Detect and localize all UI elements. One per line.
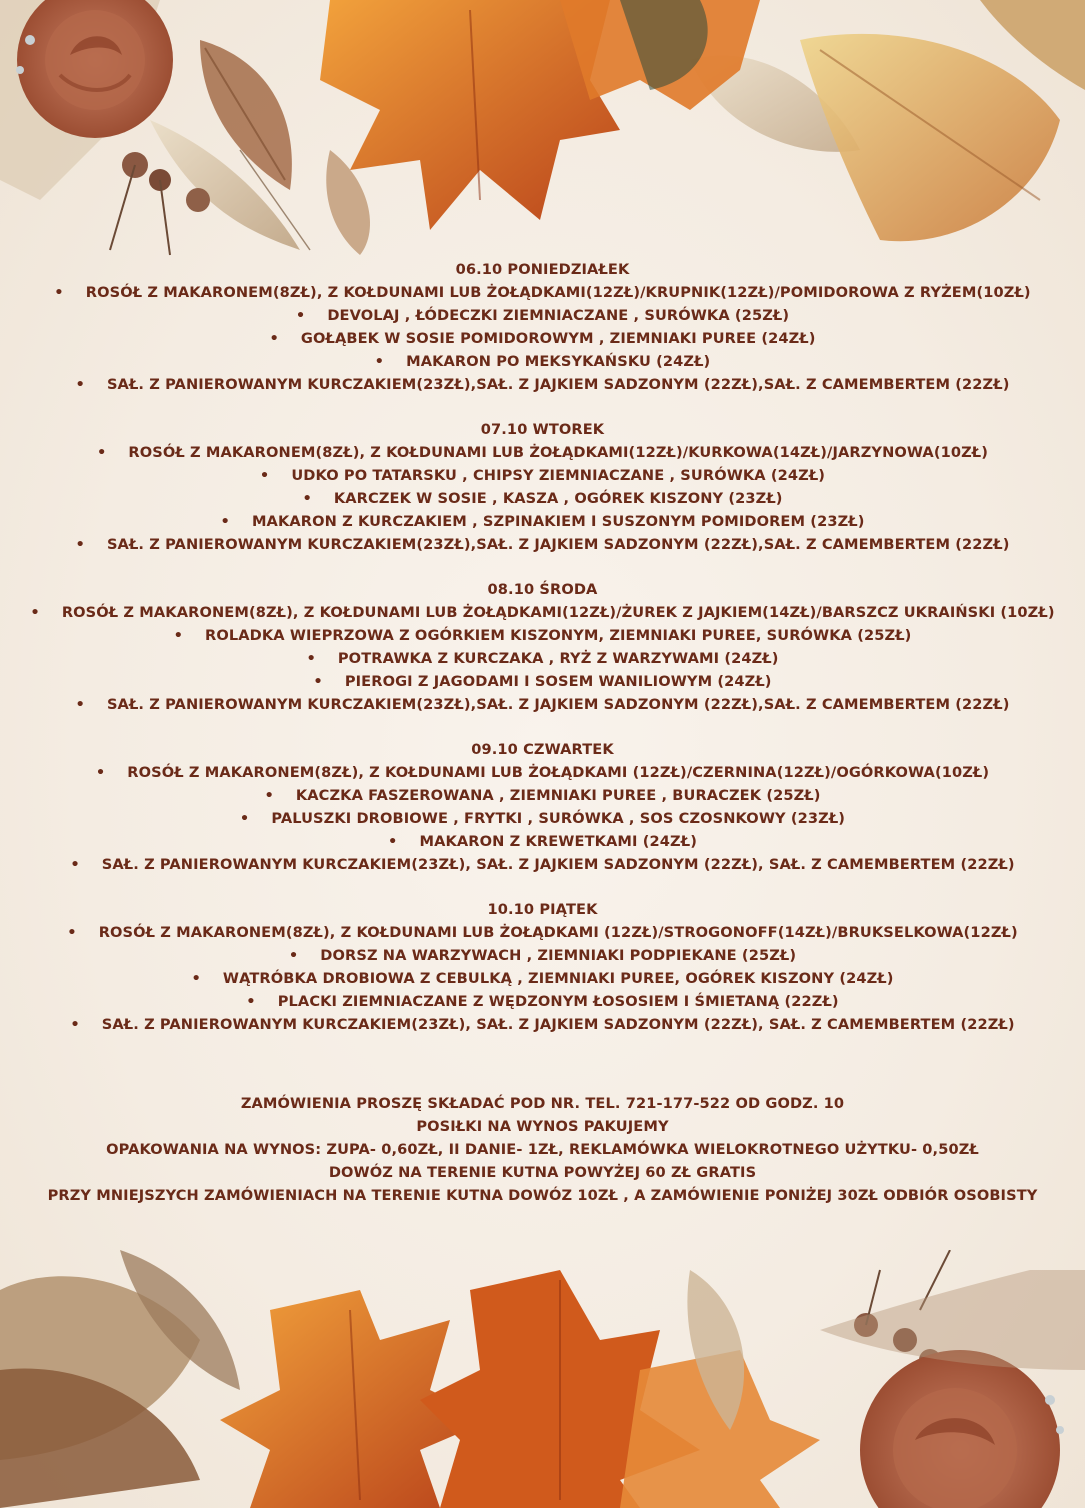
day-title: 07.10 WTOREK xyxy=(480,421,605,438)
dish-text: POTRAWKA Z KURCZAKA , RYŻ Z WARZYWAMI (24ZŁ) xyxy=(337,650,779,667)
order-info-line: OPAKOWANIA NA WYNOS: ZUPA- 0,60ZŁ, II DANIE- 1ZŁ, REKLAMÓWKA WIELOKROTNEGO UŻYTKU- 0,50ZŁ xyxy=(106,1141,979,1158)
autumn-leaves-bottom-decoration xyxy=(0,1250,1085,1508)
dish-text: MAKARON PO MEKSYKAŃSKU (24ZŁ) xyxy=(406,353,711,370)
dish-text: ROSÓŁ Z MAKARONEM(8ZŁ), Z KOŁDUNAMI LUB ŻOŁĄDKAMI(12ZŁ)/ŻUREK Z JAJKIEM(14ZŁ)/BARSZCZ UKRAIŃSKI (10ZŁ) xyxy=(61,604,1055,621)
dish-text: MAKARON Z KREWETKAMI (24ZŁ) xyxy=(419,833,697,850)
dish-text: ROSÓŁ Z MAKARONEM(8ZŁ), Z KOŁDUNAMI LUB ŻOŁĄDKAMI(12ZŁ)/KRUPNIK(12ZŁ)/POMIDOROWA Z RYŻEM(10ZŁ) xyxy=(85,284,1031,301)
dish-text: PLACKI ZIEMNIACZANE Z WĘDZONYM ŁOSOSIEM I ŚMIETANĄ (22ZŁ) xyxy=(277,993,839,1010)
day-section xyxy=(20,258,1065,396)
dish-item xyxy=(20,350,1065,373)
dish-text: PALUSZKI DROBIOWE , FRYTKI , SURÓWKA , SOS CZOSNKOWY (23ZŁ) xyxy=(271,810,846,827)
dish-text: SAŁ. Z PANIEROWANYM KURCZAKIEM(23ZŁ), SAŁ. Z JAJKIEM SADZONYM (22ZŁ), SAŁ. Z CAMEMBERTEM (22ZŁ) xyxy=(101,1016,1015,1033)
dish-text: KACZKA FASZEROWANA , ZIEMNIAKI PUREE , BURACZEK (25ZŁ) xyxy=(295,787,821,804)
autumn-leaves-top-decoration xyxy=(0,0,1085,260)
dish-item xyxy=(20,1013,1065,1036)
day-section xyxy=(20,898,1065,1036)
dish-text: ROSÓŁ Z MAKARONEM(8ZŁ), Z KOŁDUNAMI LUB ŻOŁĄDKAMI (12ZŁ)/STROGONOFF(14ZŁ)/BRUKSELKOWA(12ZŁ) xyxy=(98,924,1018,941)
dish-item xyxy=(20,510,1065,533)
dish-item xyxy=(20,967,1065,990)
dish-text: DORSZ NA WARZYWACH , ZIEMNIAKI PODPIEKANE (25ZŁ) xyxy=(320,947,797,964)
dish-item xyxy=(20,487,1065,510)
day-section xyxy=(20,738,1065,876)
dish-item xyxy=(20,921,1065,944)
dish-item xyxy=(20,990,1065,1013)
dish-item xyxy=(20,807,1065,830)
dish-text: ROSÓŁ Z MAKARONEM(8ZŁ), Z KOŁDUNAMI LUB ŻOŁĄDKAMI (12ZŁ)/CZERNINA(12ZŁ)/OGÓRKOWA(10ZŁ) xyxy=(127,764,990,781)
day-title: 08.10 ŚRODA xyxy=(487,581,598,598)
dish-item xyxy=(20,533,1065,556)
dish-text: PIEROGI Z JAGODAMI I SOSEM WANILIOWYM (24ZŁ) xyxy=(344,673,772,690)
dish-text: SAŁ. Z PANIEROWANYM KURCZAKIEM(23ZŁ), SAŁ. Z JAJKIEM SADZONYM (22ZŁ), SAŁ. Z CAMEMBERTEM (22ZŁ) xyxy=(101,856,1015,873)
dish-text: SAŁ. Z PANIEROWANYM KURCZAKIEM(23ZŁ),SAŁ. Z JAJKIEM SADZONYM (22ZŁ),SAŁ. Z CAMEMBERTEM (22ZŁ) xyxy=(106,696,1010,713)
order-info-line: ZAMÓWIENIA PROSZĘ SKŁADAĆ POD NR. TEL. 721-177-522 OD GODZ. 10 xyxy=(240,1095,845,1112)
dish-item xyxy=(20,853,1065,876)
dish-item xyxy=(20,830,1065,853)
dish-text: GOŁĄBEK W SOSIE POMIDOROWYM , ZIEMNIAKI PUREE (24ZŁ) xyxy=(300,330,816,347)
dish-item xyxy=(20,944,1065,967)
dish-item xyxy=(20,327,1065,350)
dish-item xyxy=(20,761,1065,784)
dish-text: DEVOLAJ , ŁÓDECZKI ZIEMNIACZANE , SURÓWKA (25ZŁ) xyxy=(327,307,790,324)
dish-text: MAKARON Z KURCZAKIEM , SZPINAKIEM I SUSZONYM POMIDOREM (23ZŁ) xyxy=(251,513,865,530)
dish-item xyxy=(20,647,1065,670)
dish-item xyxy=(20,373,1065,396)
dish-item xyxy=(20,670,1065,693)
dish-item xyxy=(20,624,1065,647)
dish-item xyxy=(20,464,1065,487)
dish-item xyxy=(20,784,1065,807)
order-info-line: PRZY MNIEJSZYCH ZAMÓWIENIACH NA TERENIE KUTNA DOWÓZ 10ZŁ , A ZAMÓWIENIE PONIŻEJ 30ZŁ ODBIÓR OSOBISTY xyxy=(47,1187,1038,1204)
weekly-menu xyxy=(20,258,1065,1207)
day-section xyxy=(20,418,1065,556)
dish-text: ROSÓŁ Z MAKARONEM(8ZŁ), Z KOŁDUNAMI LUB ŻOŁĄDKAMI(12ZŁ)/KURKOWA(14ZŁ)/JARZYNOWA(10ZŁ) xyxy=(128,444,989,461)
dish-text: ROLADKA WIEPRZOWA Z OGÓRKIEM KISZONYM, ZIEMNIAKI PUREE, SURÓWKA (25ZŁ) xyxy=(205,627,912,644)
dish-item xyxy=(20,441,1065,464)
dish-text: WĄTRÓBKA DROBIOWA Z CEBULKĄ , ZIEMNIAKI PUREE, OGÓREK KISZONY (24ZŁ) xyxy=(222,970,894,987)
order-info-line: DOWÓZ NA TERENIE KUTNA POWYŻEJ 60 ZŁ GRATIS xyxy=(328,1164,757,1181)
day-title: 06.10 PONIEDZIAŁEK xyxy=(455,261,630,278)
dish-text: SAŁ. Z PANIEROWANYM KURCZAKIEM(23ZŁ),SAŁ. Z JAJKIEM SADZONYM (22ZŁ),SAŁ. Z CAMEMBERTEM (22ZŁ) xyxy=(106,536,1010,553)
dish-item xyxy=(20,304,1065,327)
dish-item xyxy=(20,281,1065,304)
day-title: 10.10 PIĄTEK xyxy=(487,901,598,918)
day-section xyxy=(20,578,1065,716)
dish-text: SAŁ. Z PANIEROWANYM KURCZAKIEM(23ZŁ),SAŁ. Z JAJKIEM SADZONYM (22ZŁ),SAŁ. Z CAMEMBERTEM (22ZŁ) xyxy=(106,376,1010,393)
dish-text: UDKO PO TATARSKU , CHIPSY ZIEMNIACZANE , SURÓWKA (24ZŁ) xyxy=(291,467,826,484)
dish-item xyxy=(20,601,1065,624)
dish-text: KARCZEK W SOSIE , KASZA , OGÓREK KISZONY (23ZŁ) xyxy=(333,490,783,507)
order-info-line: POSIŁKI NA WYNOS PAKUJEMY xyxy=(416,1118,669,1135)
dish-item xyxy=(20,693,1065,716)
day-title: 09.10 CZWARTEK xyxy=(471,741,614,758)
order-info xyxy=(20,1092,1065,1207)
